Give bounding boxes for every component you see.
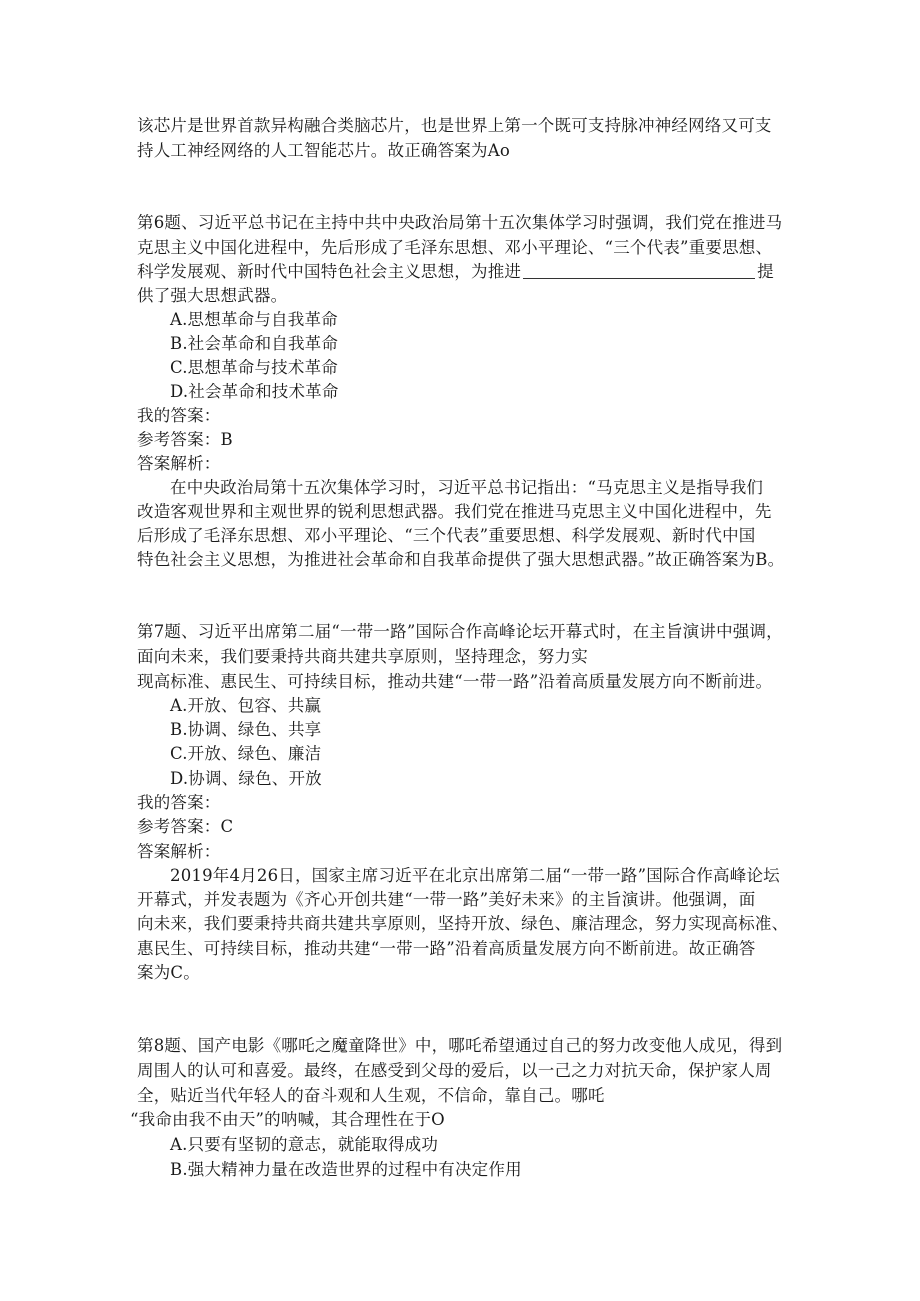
q6-option-a[interactable]: A.思想革命与自我革命 (170, 310, 338, 329)
q7-option-d[interactable]: D.协调、绿色、开放 (170, 769, 322, 788)
q8-option-b[interactable]: B.强大精神力量在改造世界的过程中有决定作用 (170, 1160, 522, 1179)
q7-stem-line-3: 现高标准、惠民生、可持续目标，推动共建“一带一路”沿着高质量发展方向不断前进。 (137, 672, 773, 691)
q7-analysis-line-5: 案为C。 (137, 963, 200, 982)
q6-analysis-line-2: 改造客观世界和主观世界的锐利思想武器。我们党在推进马克思主义中国化进程中，先 (137, 502, 772, 521)
q6-reference-answer: 参考答案：B (137, 430, 233, 449)
q8-stem-line-2: 周围人的认可和喜爱。最终，在感受到父母的爱后，以一己之力对抗天命，保护家人周 (137, 1061, 772, 1080)
q7-analysis-label: 答案解析： (137, 842, 221, 861)
q7-analysis-line-4: 惠民生、可持续目标，推动共建“一带一路”沿着高质量发展方向不断前进。故正确答 (137, 939, 756, 958)
q6-analysis-line-1: 在中央政治局第十五次集体学习时，习近平总书记指出：“马克思主义是指导我们 (170, 478, 764, 497)
q7-stem-line-1: 第7题、习近平出席第二届“一带一路”国际合作高峰论坛开幕式时，在主旨演讲中强调， (137, 622, 783, 641)
q6-stem-line-3-tail: 提 (757, 262, 774, 281)
q6-stem-line-2: 克思主义中国化进程中，先后形成了毛泽东思想、邓小平理论、“三个代表”重要思想、 (137, 238, 773, 257)
q8-stem-line-4: “我命由我不由天”的呐喊，其合理性在于O (130, 1110, 445, 1129)
q6-option-d[interactable]: D.社会革命和技术革命 (170, 382, 339, 401)
q6-fill-blank (523, 262, 755, 279)
q7-analysis-line-1: 2019年4月26日，国家主席习近平在北京出席第二届“一带一路”国际合作高峰论坛 (170, 866, 780, 885)
q6-my-answer: 我的答案： (137, 406, 221, 425)
q7-my-answer: 我的答案： (137, 793, 221, 812)
q6-stem-line-3 (137, 260, 774, 284)
intro-line-1: 该芯片是世界首款异构融合类脑芯片，也是世界上第一个既可支持脉冲神经网络又可支 (137, 116, 772, 135)
q8-option-a[interactable]: A.只要有坚韧的意志，就能取得成功 (170, 1135, 439, 1154)
intro-line-2: 持人工神经网络的人工智能芯片。故正确答案为Ao (137, 141, 510, 160)
q7-analysis-line-2: 开幕式，并发表题为《齐心开创共建“一带一路”美好未来》的主旨演讲。他强调，面 (137, 890, 756, 909)
q8-stem-line-3: 全，贴近当代年轻人的奋斗观和人生观，不信命，靠自己。哪吒 (137, 1086, 605, 1105)
q6-analysis-line-3: 后形成了毛泽东思想、邓小平理论、“三个代表”重要思想、科学发展观、新时代中国 (137, 526, 756, 545)
q7-option-a[interactable]: A.开放、包容、共赢 (170, 696, 322, 715)
q7-analysis-line-3: 向未来，我们要秉持共商共建共享原则，坚持开放、绿色、廉洁理念，努力实现高标准、 (137, 914, 789, 933)
q6-stem-line-3-text: 科学发展观、新时代中国特色社会主义思想，为推进 (137, 262, 522, 281)
q6-analysis-line-4: 特色社会主义思想，为推进社会革命和自我革命提供了强大思想武器。”故正确答案为B。 (137, 550, 785, 569)
q7-stem-line-2: 面向未来，我们要秉持共商共建共享原则，坚持理念，努力实 (137, 647, 588, 666)
q6-stem-line-4: 供了强大思想武器。 (137, 286, 288, 305)
q6-option-c[interactable]: C.思想革命与技术革命 (170, 358, 338, 377)
q6-option-b[interactable]: B.社会革命和自我革命 (170, 334, 339, 353)
q6-stem-line-1: 第6题、习近平总书记在主持中共中央政治局第十五次集体学习时强调，我们党在推进马 (137, 213, 783, 232)
q7-reference-answer: 参考答案：C (137, 817, 234, 836)
q7-option-b[interactable]: B.协调、绿色、共享 (170, 720, 322, 739)
q7-option-c[interactable]: C.开放、绿色、廉洁 (170, 744, 322, 763)
q8-stem-line-1: 第8题、国产电影《哪吒之魔童降世》中，哪吒希望通过自己的努力改变他人成见，得到 (137, 1036, 783, 1055)
q6-analysis-label: 答案解析： (137, 454, 221, 473)
